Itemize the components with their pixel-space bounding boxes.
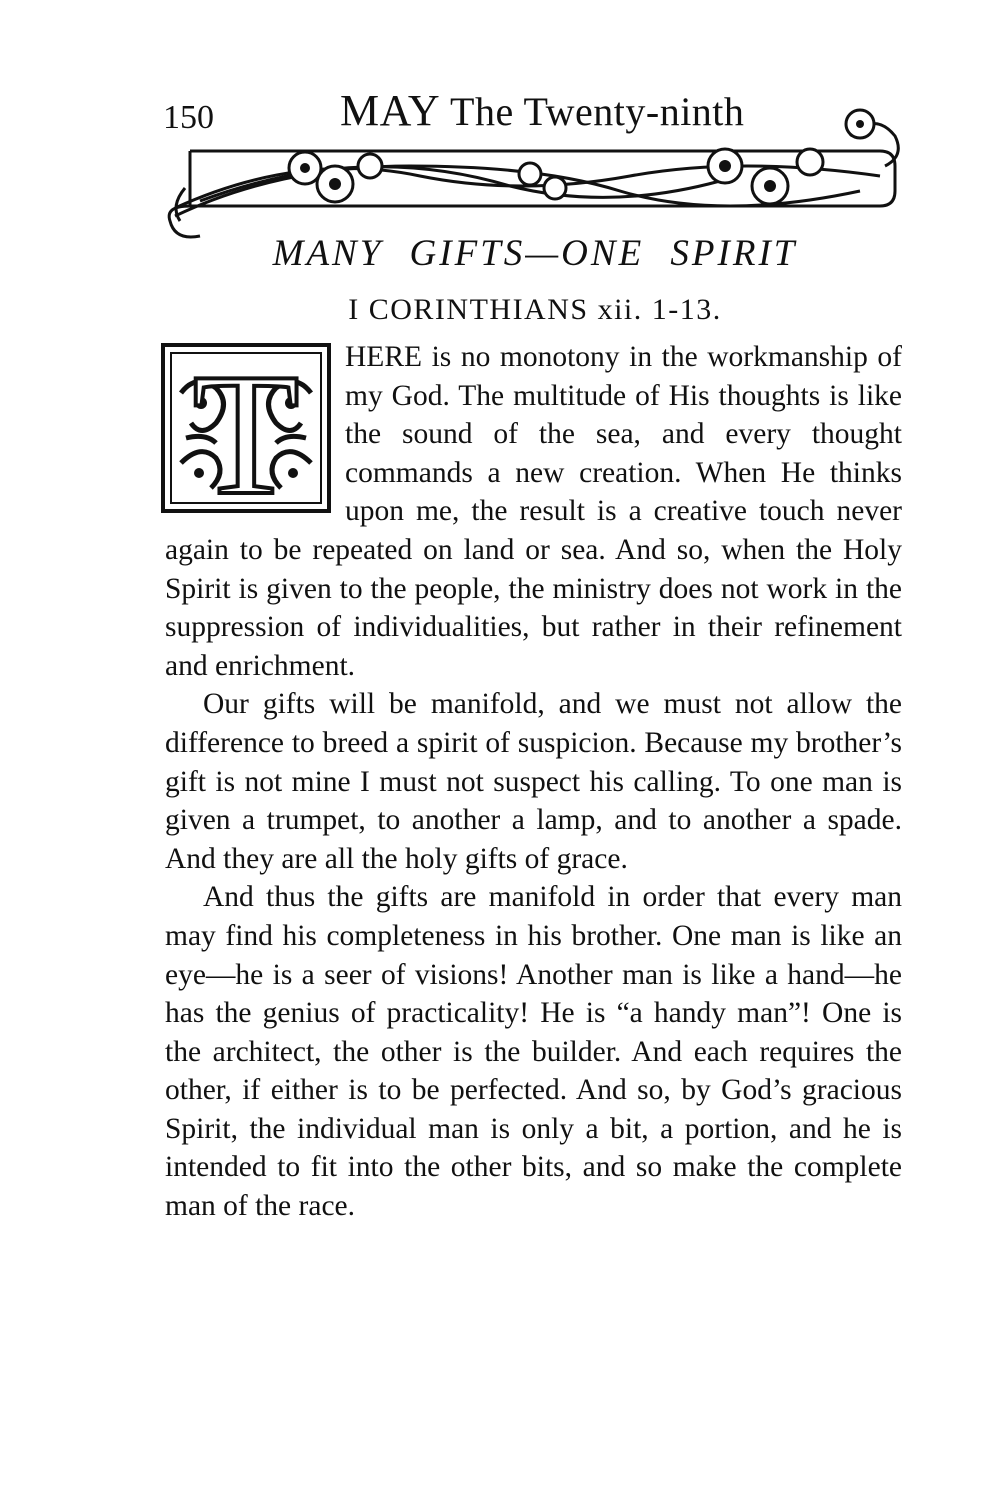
month-label: MAY — [340, 86, 439, 135]
scripture-reference: I CORINTHIANS xii. 1-13. — [348, 293, 722, 326]
paragraph-1-text: HERE is no monotony in the workmanship of my God. The multitude of His thoughts is like the sound of the sea, and every thought commands a new creation. When He thinks upon me, the result is a creative touch never again to be repeated on land or sea. And so, when the Holy Spirit is given to the people, the ministry does not work in the suppression of individualities, but rather in their refinement and enrichment. — [165, 341, 902, 682]
body-text — [165, 338, 902, 1226]
chapter-title: MANY GIFTS—ONE SPIRIT — [272, 233, 798, 274]
paragraph-1 — [165, 338, 902, 685]
page-number: 150 — [163, 99, 214, 136]
paragraph-2: Our gifts will be manifold, and we must not allow the difference to breed a spirit of suspicion. Because my brother’s gift is not mine I must not suspect his calling. To one man is given a trumpet, to another a lamp, and to another a spade. And they are all the holy gifts of grace. — [165, 688, 902, 875]
paragraph-3: And thus the gifts are manifold in order that every man may find his completeness in his brother. One man is like an eye—he is a seer of visions! Another man is like a hand—he has the genius of practicality! He is “a handy man”! One is the architect, the other is the builder. And each requires the other, if either is to be perfected. And so, by God’s gracious Spirit, the individual man is only a bit, a portion, and he is intended to fit into the other bits, and so make the complete man of the race. — [165, 881, 902, 1223]
floral-header-ornament — [160, 96, 905, 246]
date-label: The Twenty-ninth — [450, 89, 745, 134]
drop-cap-letter: T — [192, 343, 300, 513]
